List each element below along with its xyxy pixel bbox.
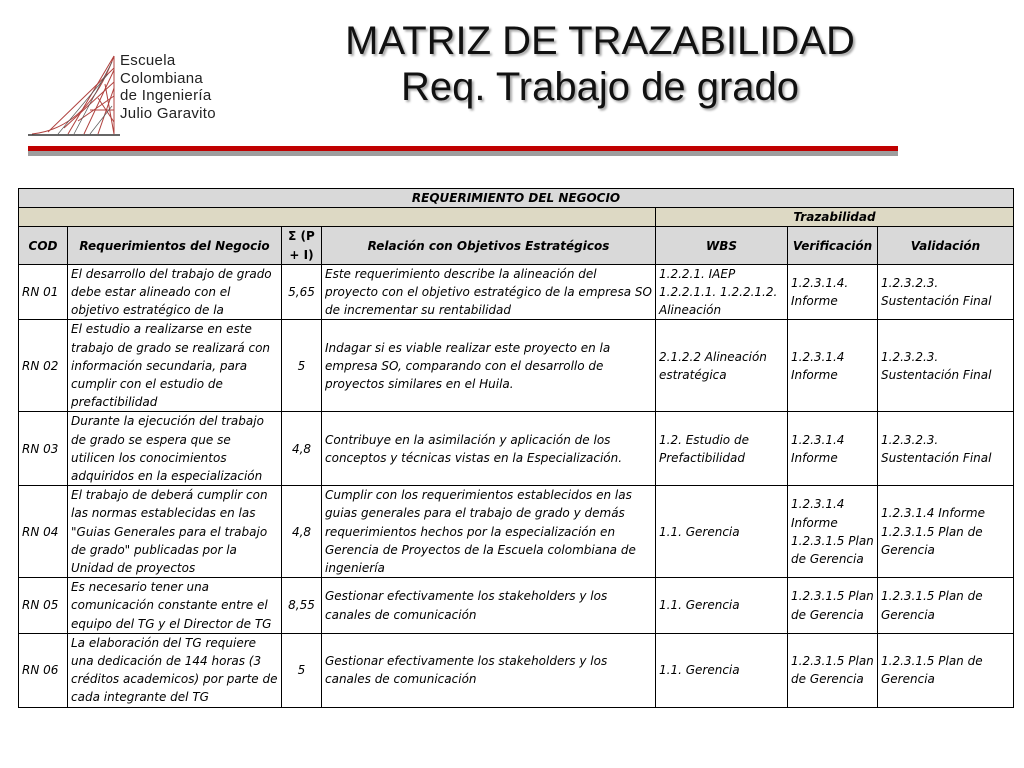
logo-line: de Ingeniería bbox=[120, 87, 212, 104]
logo-text bbox=[120, 52, 216, 122]
table-row bbox=[19, 486, 1014, 578]
page-title bbox=[300, 18, 900, 110]
column-header-val: Validación bbox=[878, 227, 1014, 264]
cell-cod: RN 05 bbox=[19, 578, 68, 634]
traceability-matrix bbox=[18, 188, 1014, 708]
cell-req: El trabajo de deberá cumplir con las normas establecidas en las "Guias Generales para el trabajo de grado" publicadas por la Unidad de proyectos bbox=[68, 486, 282, 578]
column-header-ver: Verificación bbox=[788, 227, 878, 264]
cell-cod: RN 04 bbox=[19, 486, 68, 578]
trazabilidad-header: Trazabilidad bbox=[656, 208, 1014, 227]
cell-rel: Cumplir con los requerimientos establecidos en las guias generales para el trabajo de grado y demás requerimientos hechos por la especialización en Gerencia de Proyectos de la Escuela colombiana de ingeniería bbox=[322, 486, 656, 578]
group-header-row bbox=[19, 208, 1014, 227]
cell-ver: 1.2.3.1.5 Plan de Gerencia bbox=[788, 633, 878, 707]
cell-val: 1.2.3.1.5 Plan de Gerencia bbox=[878, 578, 1014, 634]
cell-rel: Indagar si es viable realizar este proyecto en la empresa SO, comparando con el desarrollo de proyectos similares en el Huila. bbox=[322, 320, 656, 412]
cell-sum: 4,8 bbox=[282, 412, 322, 486]
group-header-spacer bbox=[19, 208, 656, 227]
cell-req: El estudio a realizarse en este trabajo de grado se realizará con información secundaria, para cumplir con el estudio de prefactibilidad bbox=[68, 320, 282, 412]
cell-ver: 1.2.3.1.4 Informe bbox=[788, 320, 878, 412]
cell-wbs: 1.1. Gerencia bbox=[656, 578, 788, 634]
column-header-rel: Relación con Objetivos Estratégicos bbox=[322, 227, 656, 264]
column-header-sum: Σ (P + I) bbox=[282, 227, 322, 264]
cell-wbs: 1.2. Estudio de Prefactibilidad bbox=[656, 412, 788, 486]
cell-ver: 1.2.3.1.4 Informe 1.2.3.1.5 Plan de Gerencia bbox=[788, 486, 878, 578]
table-row bbox=[19, 320, 1014, 412]
cell-val: 1.2.3.2.3. Sustentación Final bbox=[878, 412, 1014, 486]
cell-sum: 5 bbox=[282, 633, 322, 707]
cell-sum: 8,55 bbox=[282, 578, 322, 634]
cell-req: Durante la ejecución del trabajo de grado se espera que se utilicen los conocimientos adquiridos en la especialización bbox=[68, 412, 282, 486]
cell-ver: 1.2.3.1.4. Informe bbox=[788, 264, 878, 320]
table-row bbox=[19, 412, 1014, 486]
title-line-2: Req. Trabajo de grado bbox=[400, 65, 800, 109]
table-row bbox=[19, 633, 1014, 707]
cell-req: Es necesario tener una comunicación constante entre el equipo del TG y el Director de TG bbox=[68, 578, 282, 634]
column-header-row bbox=[19, 227, 1014, 264]
divider-grey bbox=[28, 151, 898, 156]
cell-req: La elaboración del TG requiere una dedicación de 144 horas (3 créditos academicos) por parte de cada integrante del TG bbox=[68, 633, 282, 707]
title-line-1: MATRIZ DE TRAZABILIDAD bbox=[345, 19, 855, 63]
logo-line: Escuela bbox=[120, 52, 176, 69]
table-row bbox=[19, 578, 1014, 634]
cell-val: 1.2.3.2.3. Sustentación Final bbox=[878, 320, 1014, 412]
cell-cod: RN 02 bbox=[19, 320, 68, 412]
logo-line: Colombiana bbox=[120, 69, 204, 87]
cell-cod: RN 03 bbox=[19, 412, 68, 486]
cell-rel: Gestionar efectivamente los stakeholders y los canales de comunicación bbox=[322, 633, 656, 707]
cell-val: 1.2.3.2.3. Sustentación Final bbox=[878, 264, 1014, 320]
logo-line: Julio Garavito bbox=[120, 104, 216, 122]
cell-rel: Este requerimiento describe la alineación del proyecto con el objetivo estratégico de la empresa SO de incrementar su rentabilidad bbox=[322, 264, 656, 320]
cell-req: El desarrollo del trabajo de grado debe estar alineado con el objetivo estratégico de la bbox=[68, 264, 282, 320]
cell-sum: 5 bbox=[282, 320, 322, 412]
cell-cod: RN 01 bbox=[19, 264, 68, 320]
cell-val: 1.2.3.1.5 Plan de Gerencia bbox=[878, 633, 1014, 707]
cell-wbs: 1.1. Gerencia bbox=[656, 633, 788, 707]
cell-wbs: 2.1.2.2 Alineación estratégica bbox=[656, 320, 788, 412]
cell-sum: 4,8 bbox=[282, 486, 322, 578]
super-header-row bbox=[19, 189, 1014, 208]
cell-rel: Contribuye en la asimilación y aplicación de los conceptos y técnicas vistas en la Especialización. bbox=[322, 412, 656, 486]
cell-sum: 5,65 bbox=[282, 264, 322, 320]
cell-rel: Gestionar efectivamente los stakeholders y los canales de comunicación bbox=[322, 578, 656, 634]
cell-val: 1.2.3.1.4 Informe 1.2.3.1.5 Plan de Gerencia bbox=[878, 486, 1014, 578]
cell-ver: 1.2.3.1.5 Plan de Gerencia bbox=[788, 578, 878, 634]
column-header-cod: COD bbox=[19, 227, 68, 264]
super-header: REQUERIMIENTO DEL NEGOCIO bbox=[19, 189, 1014, 208]
cell-ver: 1.2.3.1.4 Informe bbox=[788, 412, 878, 486]
cell-wbs: 1.2.2.1. IAEP 1.2.2.1.1. 1.2.2.1.2. Alineación bbox=[656, 264, 788, 320]
column-header-req: Requerimientos del Negocio bbox=[68, 227, 282, 264]
table-row bbox=[19, 264, 1014, 320]
cell-wbs: 1.1. Gerencia bbox=[656, 486, 788, 578]
cell-cod: RN 06 bbox=[19, 633, 68, 707]
column-header-wbs: WBS bbox=[656, 227, 788, 264]
